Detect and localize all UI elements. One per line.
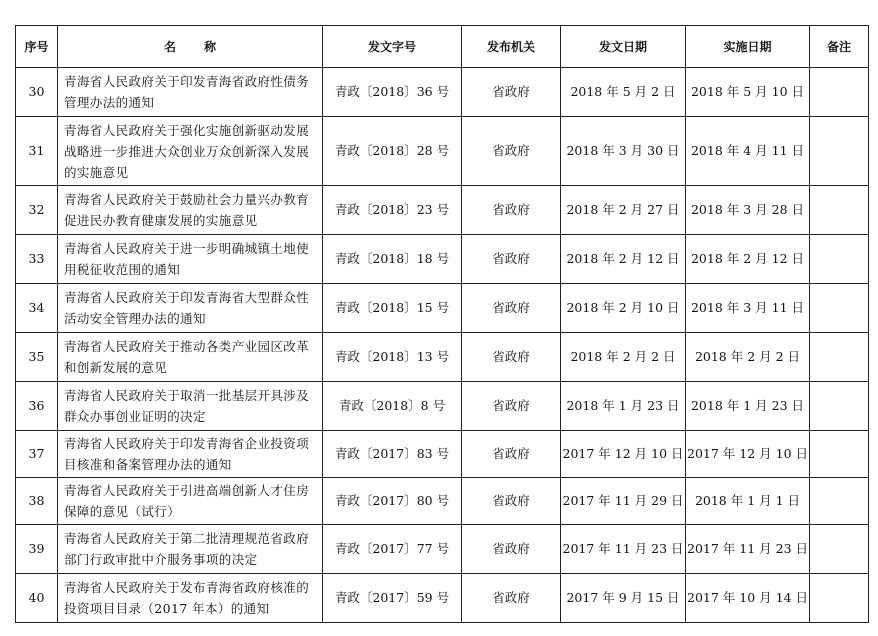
cell-name: 青海省人民政府关于引进高端创新人才住房保障的意见（试行） bbox=[58, 478, 323, 525]
cell-doc-no: 青政〔2017〕80 号 bbox=[323, 478, 462, 525]
cell-seq: 39 bbox=[16, 525, 58, 574]
cell-issuer: 省政府 bbox=[462, 382, 561, 431]
cell-doc-no: 青政〔2018〕28 号 bbox=[323, 117, 462, 186]
cell-seq: 36 bbox=[16, 382, 58, 431]
cell-name: 青海省人民政府关于印发青海省企业投资项目核准和备案管理办法的通知 bbox=[58, 431, 323, 478]
cell-name: 青海省人民政府关于取消一批基层开具涉及群众办事创业证明的决定 bbox=[58, 382, 323, 431]
cell-remarks bbox=[810, 284, 869, 333]
cell-remarks bbox=[810, 235, 869, 284]
header-doc-no: 发文字号 bbox=[323, 26, 462, 68]
cell-doc-no: 青政〔2018〕8 号 bbox=[323, 382, 462, 431]
cell-seq: 32 bbox=[16, 186, 58, 235]
table-row bbox=[16, 574, 869, 623]
cell-remarks bbox=[810, 117, 869, 186]
cell-seq: 34 bbox=[16, 284, 58, 333]
cell-name: 青海省人民政府关于进一步明确城镇土地使用税征收范围的通知 bbox=[58, 235, 323, 284]
header-seq: 序号 bbox=[16, 26, 58, 68]
cell-issue-date: 2018 年 2 月 12 日 bbox=[561, 235, 686, 284]
cell-effective-date: 2018 年 3 月 28 日 bbox=[686, 186, 810, 235]
cell-seq: 30 bbox=[16, 68, 58, 117]
cell-name: 青海省人民政府关于推动各类产业园区改革和创新发展的意见 bbox=[58, 333, 323, 382]
cell-name: 青海省人民政府关于印发青海省政府性债务管理办法的通知 bbox=[58, 68, 323, 117]
cell-issuer: 省政府 bbox=[462, 574, 561, 623]
cell-effective-date: 2018 年 2 月 2 日 bbox=[686, 333, 810, 382]
cell-issue-date: 2017 年 11 月 29 日 bbox=[561, 478, 686, 525]
table-row bbox=[16, 284, 869, 333]
cell-doc-no: 青政〔2017〕59 号 bbox=[323, 574, 462, 623]
cell-issue-date: 2017 年 11 月 23 日 bbox=[561, 525, 686, 574]
cell-name: 青海省人民政府关于发布青海省政府核准的投资项目目录（2017 年本）的通知 bbox=[58, 574, 323, 623]
cell-issuer: 省政府 bbox=[462, 478, 561, 525]
cell-issuer: 省政府 bbox=[462, 431, 561, 478]
cell-effective-date: 2018 年 1 月 23 日 bbox=[686, 382, 810, 431]
cell-seq: 35 bbox=[16, 333, 58, 382]
header-issuer: 发布机关 bbox=[462, 26, 561, 68]
table-row bbox=[16, 478, 869, 525]
cell-effective-date: 2017 年 10 月 14 日 bbox=[686, 574, 810, 623]
table-row bbox=[16, 117, 869, 186]
header-row bbox=[16, 26, 869, 68]
cell-doc-no: 青政〔2017〕77 号 bbox=[323, 525, 462, 574]
cell-remarks bbox=[810, 186, 869, 235]
cell-doc-no: 青政〔2018〕15 号 bbox=[323, 284, 462, 333]
cell-doc-no: 青政〔2018〕23 号 bbox=[323, 186, 462, 235]
cell-issuer: 省政府 bbox=[462, 117, 561, 186]
cell-name: 青海省人民政府关于印发青海省大型群众性活动安全管理办法的通知 bbox=[58, 284, 323, 333]
cell-issue-date: 2018 年 2 月 2 日 bbox=[561, 333, 686, 382]
cell-seq: 31 bbox=[16, 117, 58, 186]
cell-issue-date: 2017 年 12 月 10 日 bbox=[561, 431, 686, 478]
cell-issuer: 省政府 bbox=[462, 235, 561, 284]
table-row bbox=[16, 186, 869, 235]
cell-seq: 33 bbox=[16, 235, 58, 284]
cell-effective-date: 2018 年 5 月 10 日 bbox=[686, 68, 810, 117]
cell-seq: 37 bbox=[16, 431, 58, 478]
cell-remarks bbox=[810, 478, 869, 525]
cell-seq: 38 bbox=[16, 478, 58, 525]
cell-remarks bbox=[810, 382, 869, 431]
header-remarks: 备注 bbox=[810, 26, 869, 68]
table-row bbox=[16, 333, 869, 382]
cell-remarks bbox=[810, 68, 869, 117]
cell-issuer: 省政府 bbox=[462, 525, 561, 574]
cell-issuer: 省政府 bbox=[462, 333, 561, 382]
cell-issue-date: 2018 年 2 月 10 日 bbox=[561, 284, 686, 333]
table-row bbox=[16, 235, 869, 284]
cell-effective-date: 2017 年 12 月 10 日 bbox=[686, 431, 810, 478]
cell-issuer: 省政府 bbox=[462, 186, 561, 235]
cell-issuer: 省政府 bbox=[462, 284, 561, 333]
cell-seq: 40 bbox=[16, 574, 58, 623]
cell-name: 青海省人民政府关于鼓励社会力量兴办教育促进民办教育健康发展的实施意见 bbox=[58, 186, 323, 235]
cell-doc-no: 青政〔2018〕13 号 bbox=[323, 333, 462, 382]
cell-issue-date: 2017 年 9 月 15 日 bbox=[561, 574, 686, 623]
cell-effective-date: 2018 年 4 月 11 日 bbox=[686, 117, 810, 186]
cell-issuer: 省政府 bbox=[462, 68, 561, 117]
cell-remarks bbox=[810, 333, 869, 382]
cell-doc-no: 青政〔2017〕83 号 bbox=[323, 431, 462, 478]
cell-issue-date: 2018 年 5 月 2 日 bbox=[561, 68, 686, 117]
table-row bbox=[16, 68, 869, 117]
table-row bbox=[16, 525, 869, 574]
cell-name: 青海省人民政府关于强化实施创新驱动发展战略进一步推进大众创业万众创新深入发展的实施意见 bbox=[58, 117, 323, 186]
cell-remarks bbox=[810, 525, 869, 574]
cell-remarks bbox=[810, 574, 869, 623]
header-effective-date: 实施日期 bbox=[686, 26, 810, 68]
cell-issue-date: 2018 年 3 月 30 日 bbox=[561, 117, 686, 186]
cell-effective-date: 2018 年 3 月 11 日 bbox=[686, 284, 810, 333]
cell-remarks bbox=[810, 431, 869, 478]
cell-issue-date: 2018 年 2 月 27 日 bbox=[561, 186, 686, 235]
regulation-table bbox=[15, 25, 869, 623]
cell-effective-date: 2018 年 2 月 12 日 bbox=[686, 235, 810, 284]
table-row bbox=[16, 382, 869, 431]
cell-issue-date: 2018 年 1 月 23 日 bbox=[561, 382, 686, 431]
cell-name: 青海省人民政府关于第二批清理规范省政府部门行政审批中介服务事项的决定 bbox=[58, 525, 323, 574]
header-issue-date: 发文日期 bbox=[561, 26, 686, 68]
header-name: 名称 bbox=[58, 26, 323, 68]
cell-doc-no: 青政〔2018〕18 号 bbox=[323, 235, 462, 284]
cell-doc-no: 青政〔2018〕36 号 bbox=[323, 68, 462, 117]
cell-effective-date: 2018 年 1 月 1 日 bbox=[686, 478, 810, 525]
cell-effective-date: 2017 年 11 月 23 日 bbox=[686, 525, 810, 574]
table-row bbox=[16, 431, 869, 478]
